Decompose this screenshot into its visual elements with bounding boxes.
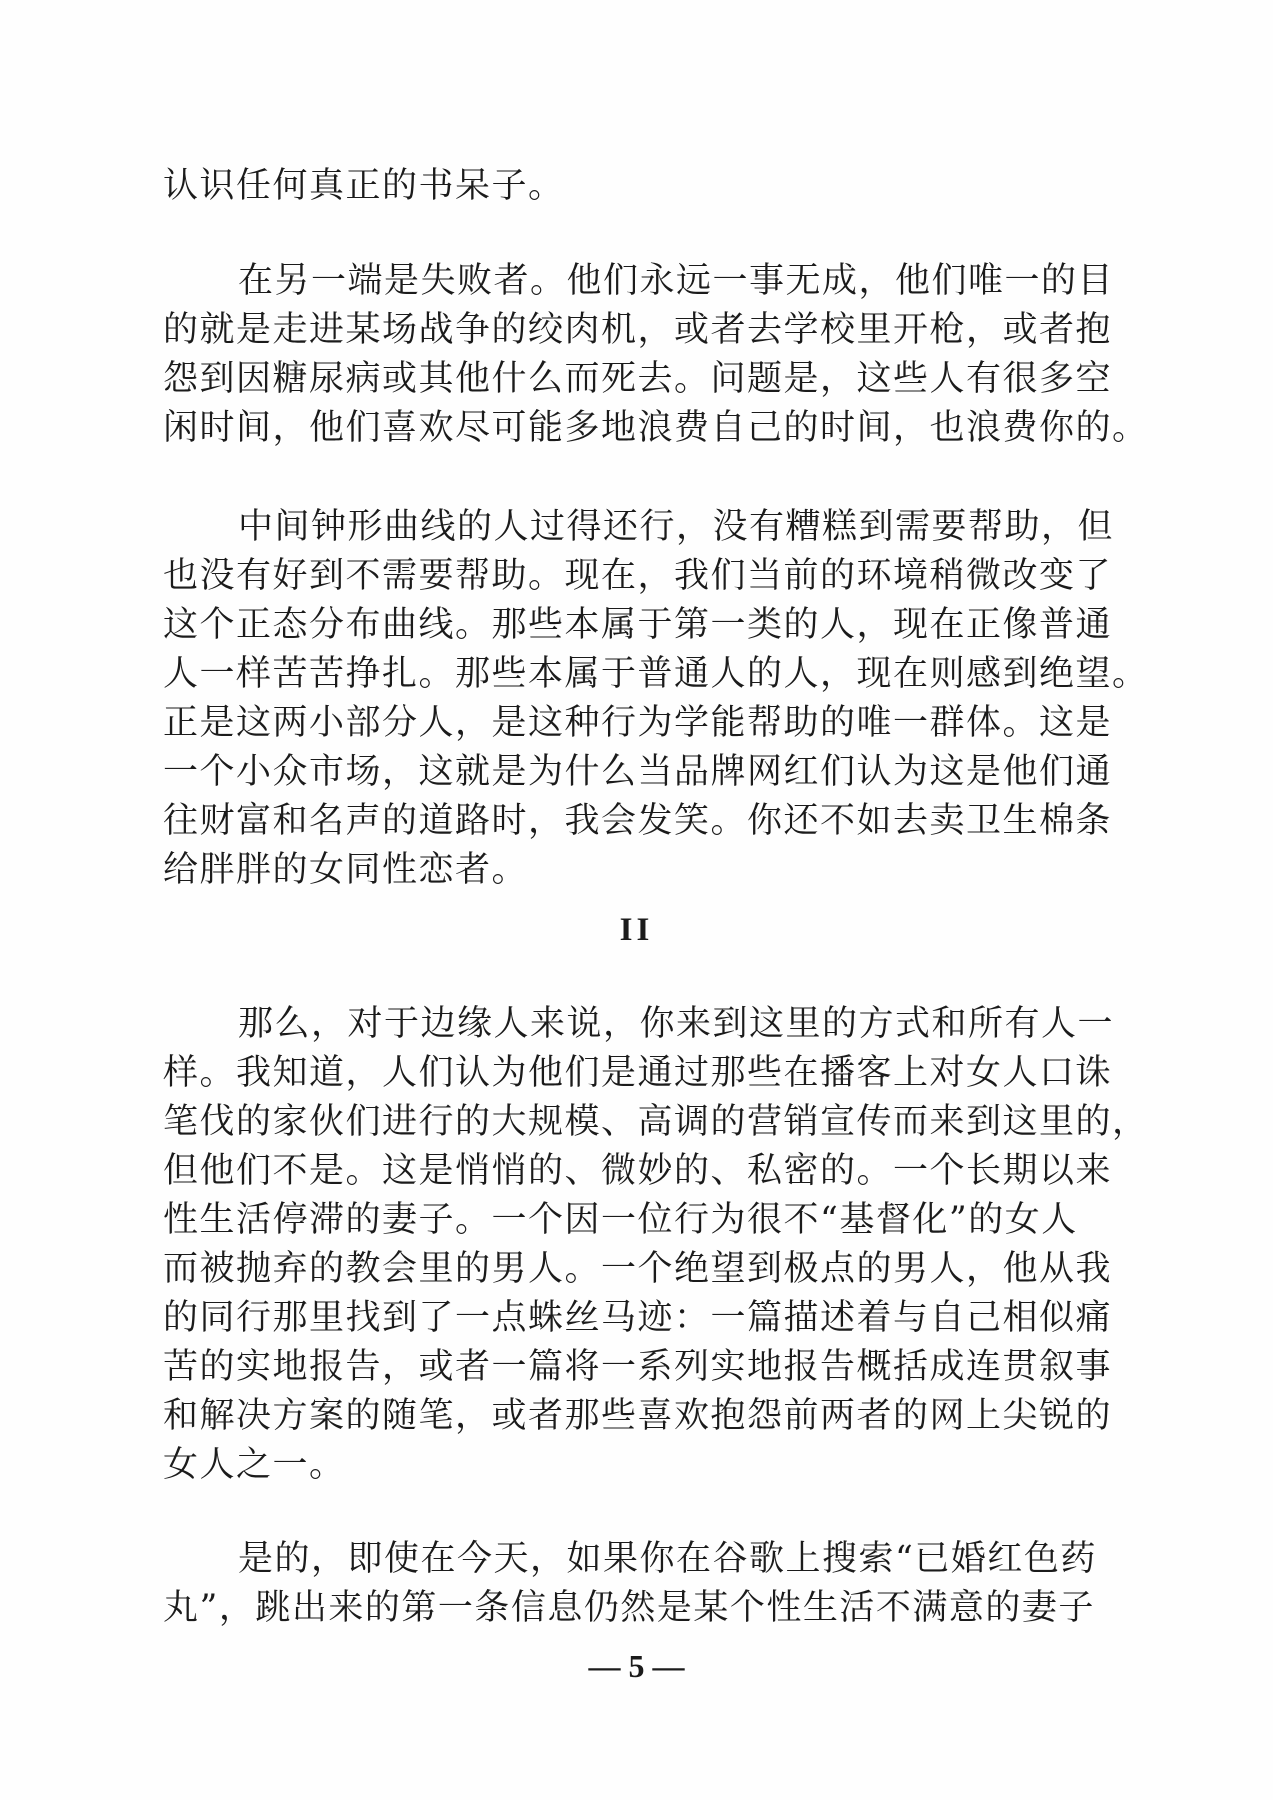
- paragraph-losers: [163, 257, 1149, 453]
- text-line: 丸”，跳出来的第一条信息仍然是某个性生活不满意的妻子: [163, 1588, 1095, 1628]
- text-line: 正是这两小部分人，是这种行为学能帮助的唯一群体。这是: [163, 703, 1113, 743]
- text-line: 的就是走进某场战争的绞肉机，或者去学校里开枪，或者抱: [163, 310, 1113, 350]
- text-line: 笔伐的家伙们进行的大规模、高调的营销宣传而来到这里的，: [163, 1102, 1149, 1142]
- paragraph-bell-curve: [163, 503, 1149, 895]
- text-line: 样。我知道，人们认为他们是通过那些在播客上对女人口诛: [163, 1053, 1113, 1093]
- text-line: 认识任何真正的书呆子。: [163, 166, 565, 206]
- text-line: 和解决方案的随笔，或者那些喜欢抱怨前两者的网上尖锐的: [163, 1396, 1113, 1436]
- text-line: 女人之一。: [163, 1445, 346, 1485]
- text-line: 性生活停滞的妻子。一个因一位行为很不“基督化”的女人: [163, 1200, 1078, 1240]
- text-line: 人一样苦苦挣扎。那些本属于普通人的人，现在则感到绝望。: [163, 654, 1149, 694]
- text-line: 在另一端是失败者。他们永远一事无成，他们唯一的目: [238, 261, 1115, 301]
- section-heading: II: [619, 912, 654, 948]
- text-line: 给胖胖的女同性恋者。: [163, 850, 529, 890]
- paragraph-google-search: [163, 1535, 1117, 1633]
- text-line: 苦的实地报告，或者一篇将一系列实地报告概括成连贯叙事: [163, 1347, 1113, 1387]
- text-line: 闲时间，他们喜欢尽可能多地浪费自己的时间，也浪费你的。: [163, 408, 1149, 448]
- text-line: 也没有好到不需要帮助。现在，我们当前的环境稍微改变了: [163, 556, 1113, 596]
- text-line: 的同行那里找到了一点蛛丝马迹：一篇描述着与自己相似痛: [163, 1298, 1113, 1338]
- text-line: 怨到因糖尿病或其他什么而死去。问题是，这些人有很多空: [163, 359, 1113, 399]
- page-number: — 5 —: [588, 1648, 685, 1684]
- paragraph-margins: [163, 1000, 1149, 1490]
- text-line: 一个小众市场，这就是为什么当品牌网红们认为这是他们通: [163, 752, 1113, 792]
- text-line: 往财富和名声的道路时，我会发笑。你还不如去卖卫生棉条: [163, 801, 1113, 841]
- text-line: 是的，即使在今天，如果你在谷歌上搜索“已婚红色药: [238, 1539, 1097, 1579]
- text-line: 中间钟形曲线的人过得还行，没有糟糕到需要帮助，但: [238, 507, 1115, 547]
- paragraph-continued: [163, 162, 1117, 211]
- text-line: 但他们不是。这是悄悄的、微妙的、私密的。一个长期以来: [163, 1151, 1113, 1191]
- text-line: 而被抛弃的教会里的男人。一个绝望到极点的男人，他从我: [163, 1249, 1113, 1289]
- text-line: 这个正态分布曲线。那些本属于第一类的人，现在正像普通: [163, 605, 1113, 645]
- text-line: 那么，对于边缘人来说，你来到这里的方式和所有人一: [238, 1004, 1115, 1044]
